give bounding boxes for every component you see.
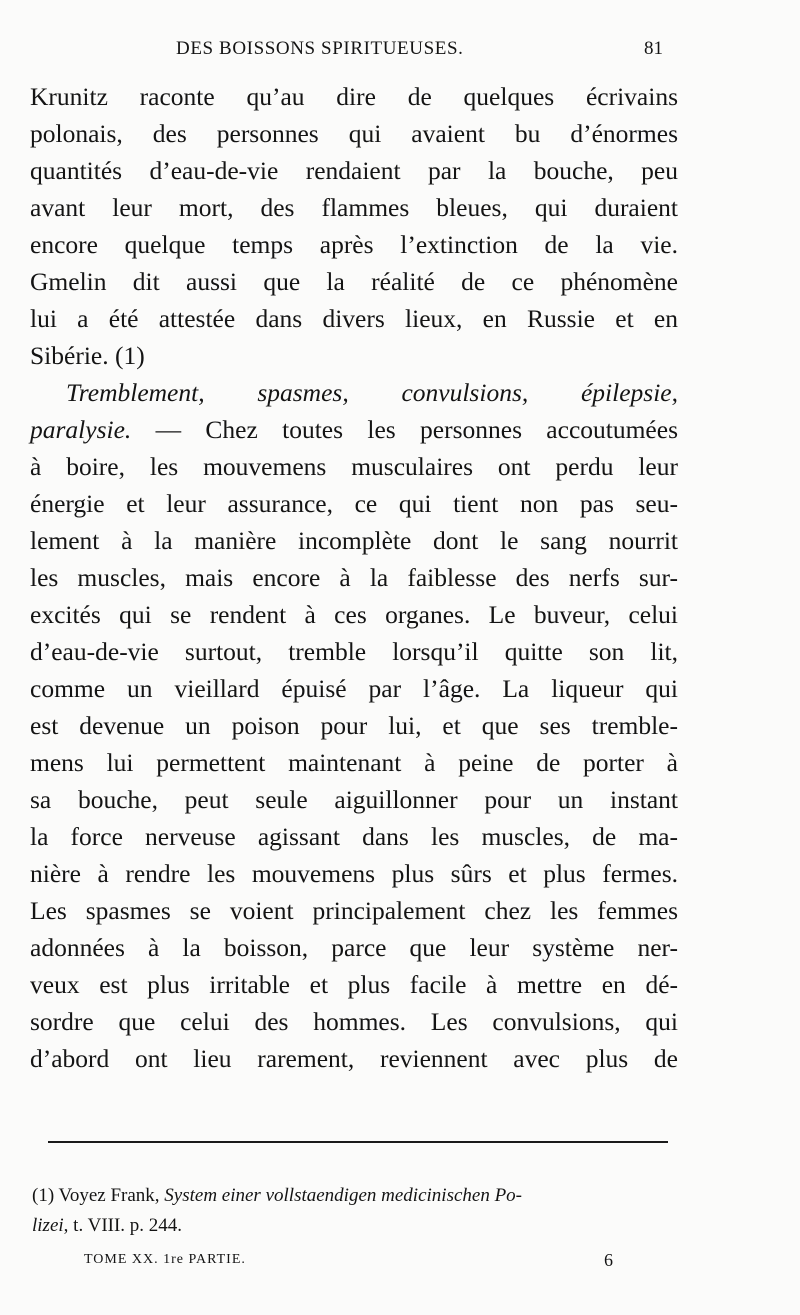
text-line: la force nerveuse agissant dans les muscles, de ma-	[30, 822, 678, 851]
text-line: lement à la manière incomplète dont le sang nourrit	[30, 526, 678, 555]
text-line: excités qui se rendent à ces organes. Le buveur, celui	[30, 600, 678, 629]
text-line: d’eau-de-vie surtout, tremble lorsqu’il quitte son lit,	[30, 637, 678, 666]
text-line: nière à rendre les mouvemens plus sûrs et plus fermes.	[30, 859, 678, 888]
text-line: sa bouche, peut seule aiguillonner pour un instant	[30, 785, 678, 814]
section-heading: Tremblement, spasmes, convulsions, épilepsie,	[66, 378, 678, 407]
text-line: quantités d’eau-de-vie rendaient par la bouche, peu	[30, 156, 678, 185]
footnote-line	[32, 1211, 680, 1241]
text-fragment: — Chez toutes les personnes accoutumées	[131, 415, 678, 444]
text-line: sordre que celui des hommes. Les convulsions, qui	[30, 1007, 678, 1036]
text-line: mens lui permettent maintenant à peine de porter à	[30, 748, 678, 777]
text-line: à boire, les mouvemens musculaires ont perdu leur	[30, 452, 678, 481]
footnote-title-end: lizei	[32, 1215, 64, 1236]
text-line: énergie et leur assurance, ce qui tient non pas seu-	[30, 489, 678, 518]
text-line: encore quelque temps après l’extinction de la vie.	[30, 230, 678, 259]
text-line: Sibérie. (1)	[30, 341, 145, 370]
text-line: polonais, des personnes qui avaient bu d’énormes	[30, 119, 678, 148]
section-heading-end: paralysie.	[30, 415, 132, 444]
text-line: comme un vieillard épuisé par l’âge. La liqueur qui	[30, 674, 678, 703]
footnote-line	[32, 1181, 680, 1211]
text-line: Gmelin dit aussi que la réalité de ce phénomène	[30, 267, 678, 296]
text-line: Krunitz raconte qu’au dire de quelques écrivains	[30, 82, 678, 111]
footnote-rule	[48, 1141, 668, 1143]
text-line: Les spasmes se voient principalement chez les femmes	[30, 896, 678, 925]
printer-signature	[84, 1252, 644, 1276]
footnote-prefix: (1) Voyez Frank,	[32, 1185, 165, 1206]
text-line: d’abord ont lieu rarement, reviennent avec plus de	[30, 1044, 678, 1073]
page-header	[0, 38, 800, 64]
footnote	[32, 1181, 680, 1241]
text-line: est devenue un poison pour lui, et que ses tremble-	[30, 711, 678, 740]
text-line: avant leur mort, des flammes bleues, qui duraient	[30, 193, 678, 222]
tome-label: TOME XX. 1re PARTIE.	[84, 1252, 246, 1267]
footnote-title: System einer vollstaendigen medicinischen Po-	[164, 1185, 523, 1206]
page-number: 81	[644, 38, 663, 59]
text-line: les muscles, mais encore à la faiblesse des nerfs sur-	[30, 563, 678, 592]
main-text	[30, 78, 678, 1077]
sheet-number: 6	[604, 1250, 614, 1270]
footnote-reference: , t. VIII. p. 244.	[63, 1215, 183, 1236]
text-line: lui a été attestée dans divers lieux, en Russie et en	[30, 304, 678, 333]
text-line: adonnées à la boisson, parce que leur système ner-	[30, 933, 678, 962]
text-line: veux est plus irritable et plus facile à mettre en dé-	[30, 970, 678, 999]
text-line	[30, 411, 678, 448]
running-title: DES BOISSONS SPIRITUEUSES.	[176, 38, 464, 59]
